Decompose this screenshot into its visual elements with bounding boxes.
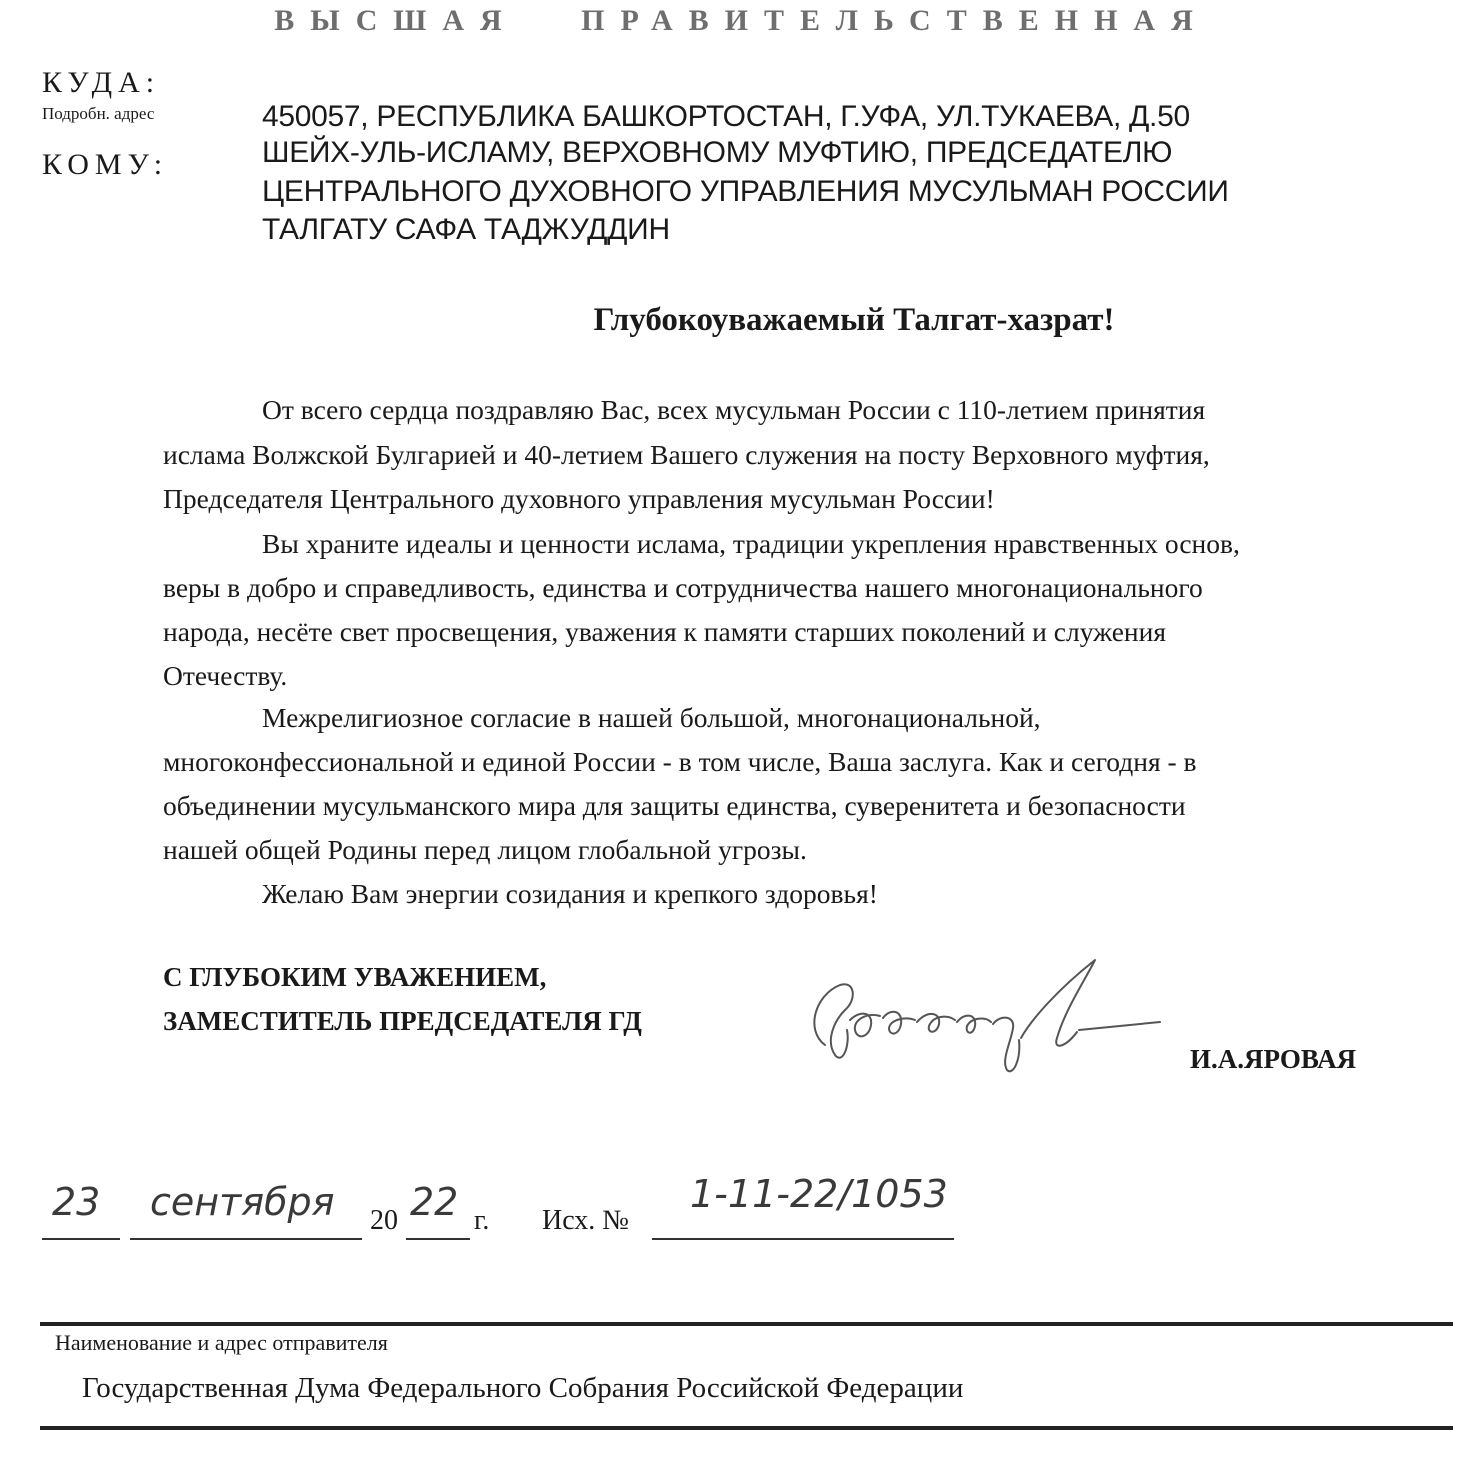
body-line: Межрелигиозное согласие в нашей большой, многонациональной, <box>262 702 1041 733</box>
body-line: народа, несёте свет просвещения, уважения к памяти старших поколений и служения <box>163 616 1167 647</box>
body-line: нашей общей Родины перед лицом глобальной угрозы. <box>163 834 807 865</box>
body-line: От всего сердца поздравляю Вас, всех мусульман России с 110-летием принятия <box>262 394 1206 425</box>
date-year-unit: г. <box>474 1205 490 1236</box>
sender-name: Государственная Дума Федерального Собрания Российской Федерации <box>82 1372 964 1404</box>
salutation: Глубокоуважаемый Талгат-хазрат! <box>593 302 1115 338</box>
body-line: Отечеству. <box>163 660 288 691</box>
sender-label: Наименование и адрес отправителя <box>55 1330 388 1355</box>
outgoing-label: Исх. № <box>542 1205 629 1236</box>
body-line: Председателя Центрального духовного управления мусульман России! <box>163 483 995 514</box>
address-line-3: ЦЕНТРАЛЬНОГО ДУХОВНОГО УПРАВЛЕНИЯ МУСУЛЬМАН РОССИИ <box>262 175 1229 208</box>
address-line-1: 450057, РЕСПУБЛИКА БАШКОРТОСТАН, Г.УФА, УЛ.ТУКАЕВА, Д.50 <box>262 100 1190 133</box>
date-year-underline <box>406 1238 470 1240</box>
outgoing-underline <box>652 1238 954 1240</box>
date-month: сентября <box>150 1180 335 1224</box>
closing-regards: С ГЛУБОКИМ УВАЖЕНИЕМ, <box>163 962 547 992</box>
closing-title: ЗАМЕСТИТЕЛЬ ПРЕДСЕДАТЕЛЯ ГД <box>163 1006 642 1036</box>
label-address-detail: Подробн. адрес <box>42 104 155 123</box>
body-line: многоконфессиональной и единой России - в том числе, Ваша заслуга. Как и сегодня - в <box>163 746 1197 777</box>
address-line-2: ШЕЙХ-УЛЬ-ИСЛАМУ, ВЕРХОВНОМУ МУФТИЮ, ПРЕДСЕДАТЕЛЮ <box>262 136 1173 169</box>
date-day: 23 <box>52 1180 101 1224</box>
signer-name: И.А.ЯРОВАЯ <box>1190 1044 1357 1074</box>
body-line: ислама Волжской Булгарией и 40-летием Вашего служения на посту Верховного муфтия, <box>163 439 1210 470</box>
body-line: Вы храните идеалы и ценности ислама, традиции укрепления нравственных основ, <box>262 528 1240 559</box>
divider-top <box>40 1322 1453 1326</box>
date-year-suffix: 22 <box>410 1180 459 1224</box>
outgoing-number: 1-11-22/1053 <box>690 1172 948 1216</box>
body-line: объединении мусульманского мира для защиты единства, суверенитета и безопасности <box>163 790 1186 821</box>
body-line: веры в добро и справедливость, единства и сотрудничества нашего многонационального <box>163 572 1203 603</box>
date-day-underline <box>42 1238 120 1240</box>
signature-icon <box>795 950 1175 1085</box>
date-month-underline <box>130 1238 362 1240</box>
divider-bottom <box>40 1426 1453 1430</box>
letterhead: ВЫСШАЯ ПРАВИТЕЛЬСТВЕННАЯ <box>274 4 1209 37</box>
body-line: Желаю Вам энергии созидания и крепкого здоровья! <box>262 878 878 909</box>
label-to: КОМУ: <box>42 148 169 181</box>
date-year-prefix: 20 <box>370 1205 398 1236</box>
address-line-4: ТАЛГАТУ САФА ТАДЖУДДИН <box>262 213 670 246</box>
label-where: КУДА: <box>42 66 161 99</box>
